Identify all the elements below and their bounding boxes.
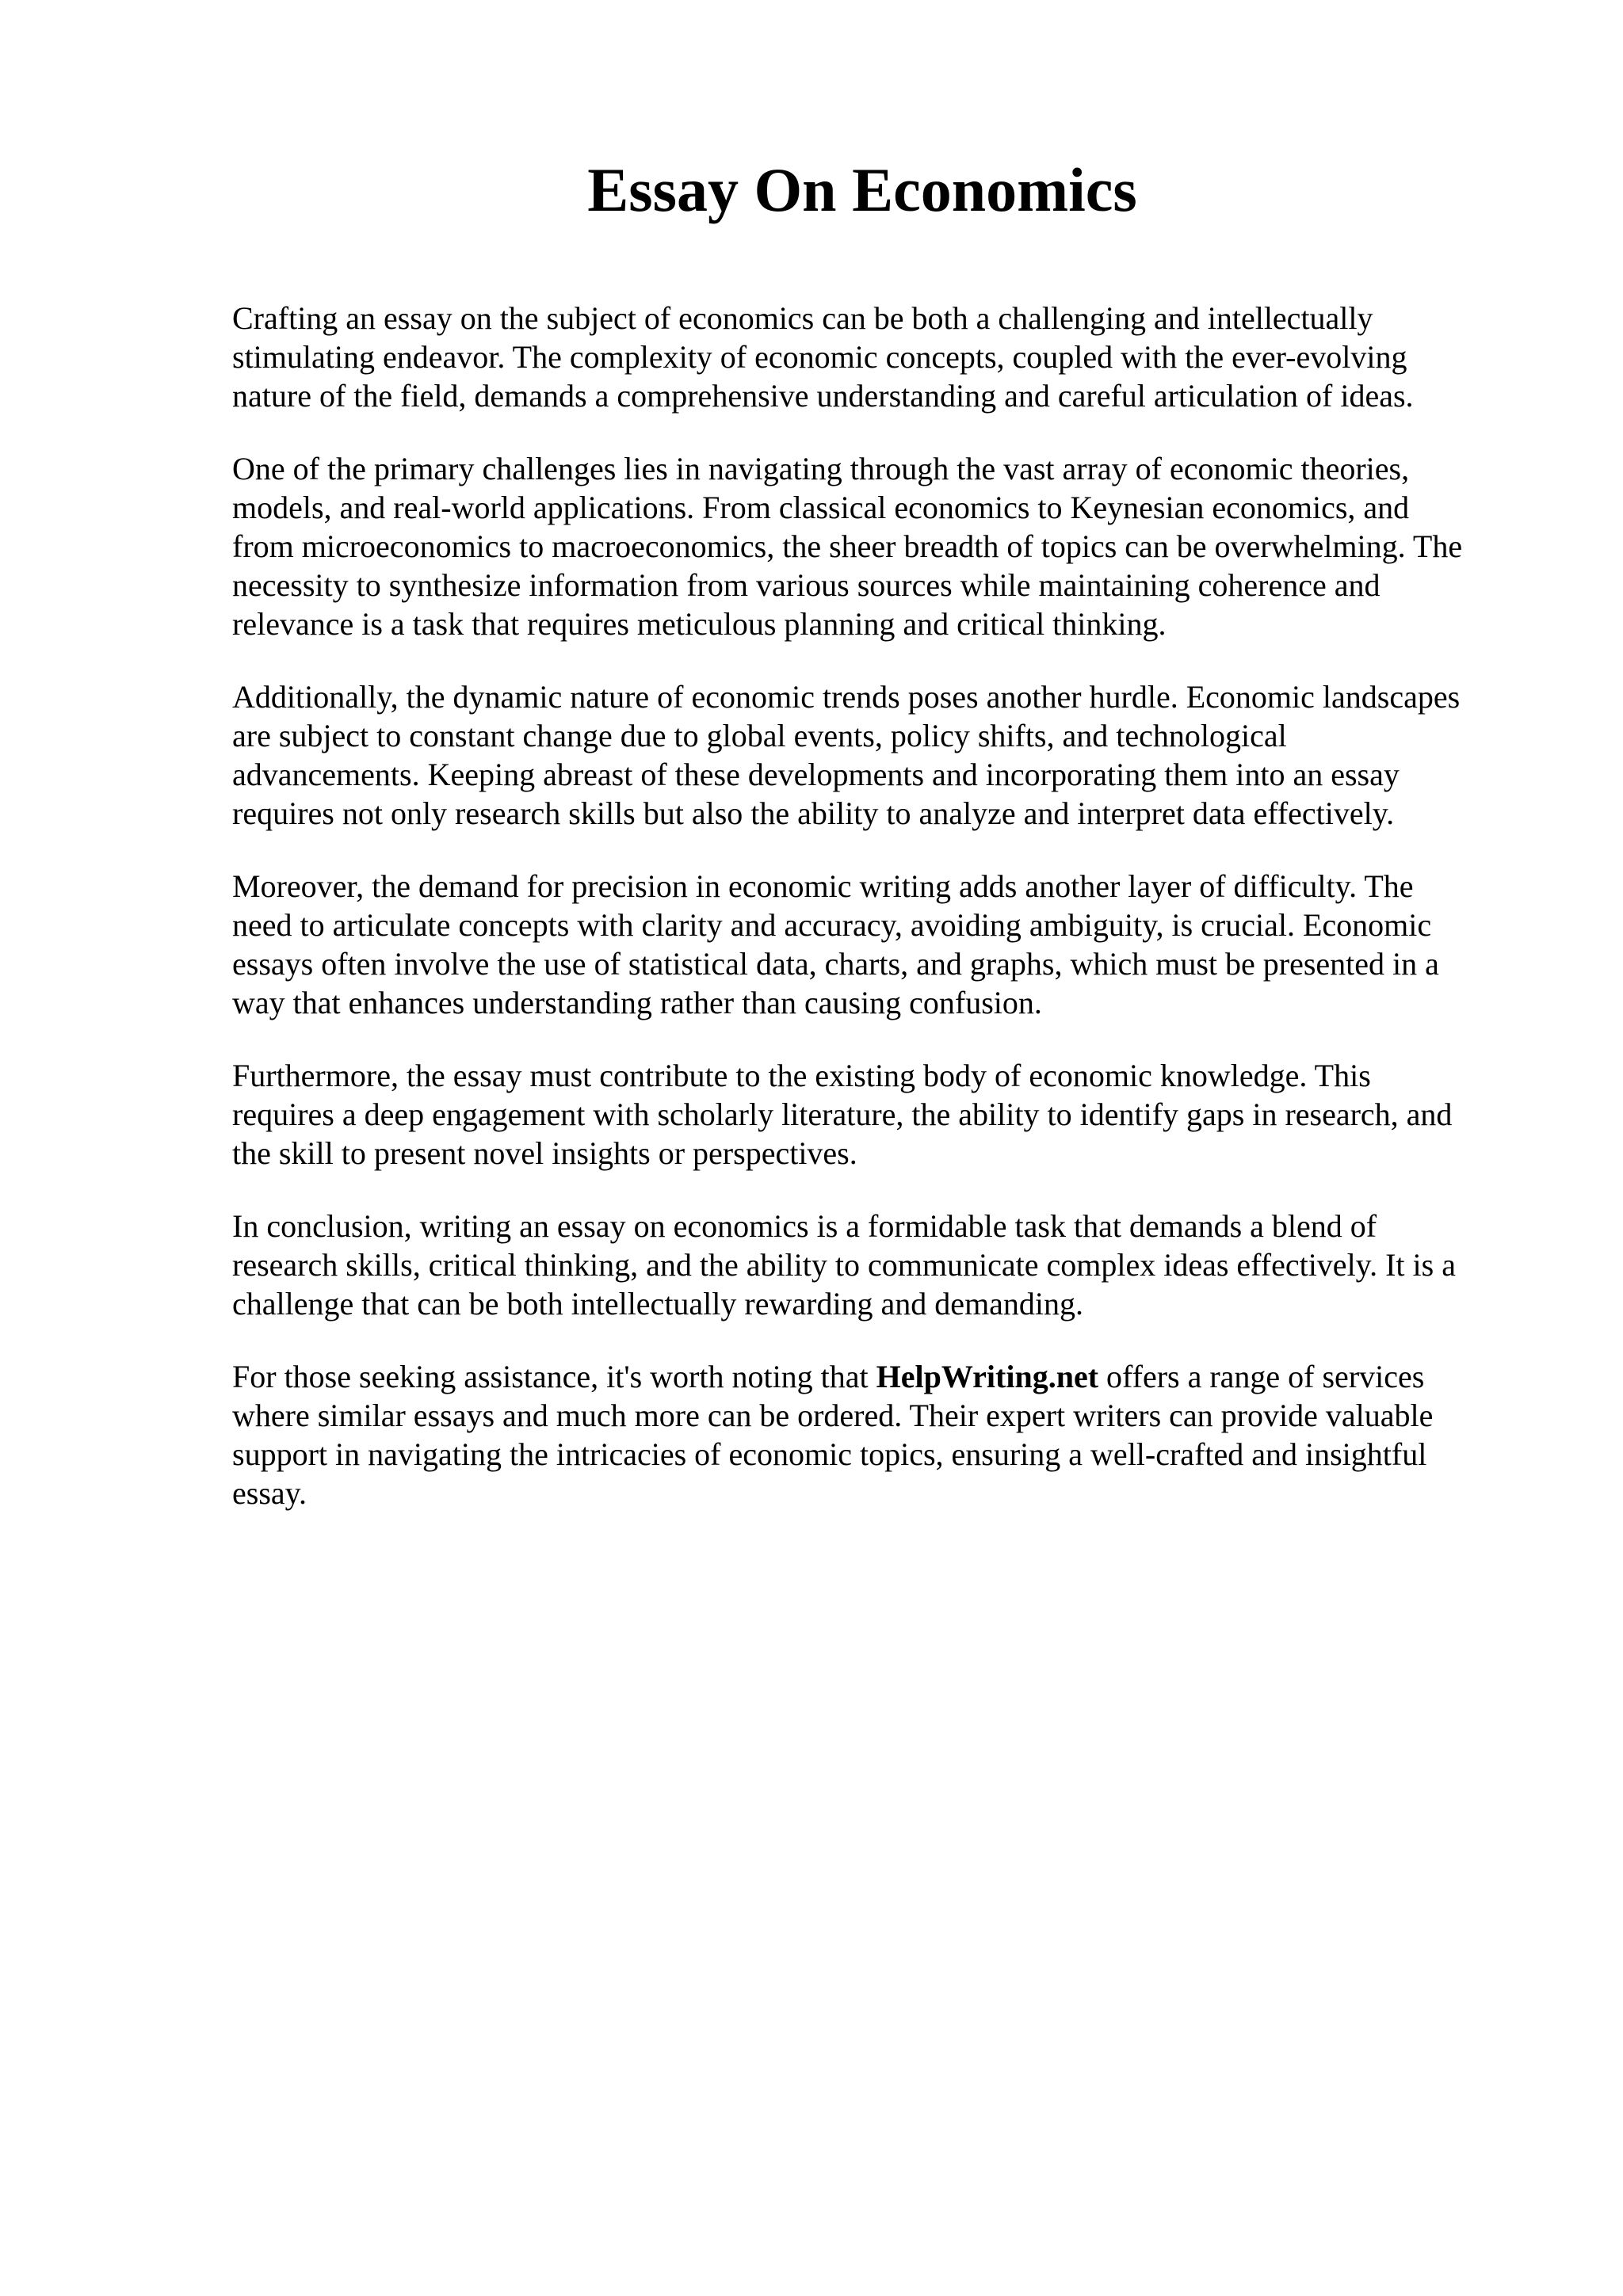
text-line bbox=[232, 1357, 1532, 1396]
text-line: nature of the field, demands a comprehensive understanding and careful articulation of ideas. bbox=[232, 378, 1414, 414]
text-line: In conclusion, writing an essay on economics is a formidable task that demands a blend of bbox=[232, 1208, 1377, 1244]
paragraph-intro bbox=[232, 299, 1532, 415]
text-line: research skills, critical thinking, and the ability to communicate complex ideas effectively. It is a bbox=[232, 1247, 1456, 1283]
text-line: essays often involve the use of statistical data, charts, and graphs, which must be presented in a bbox=[232, 946, 1439, 982]
text-line: advancements. Keeping abreast of these developments and incorporating them into an essay bbox=[232, 757, 1400, 792]
paragraph-precision bbox=[232, 867, 1532, 1022]
paragraph-closing bbox=[232, 1357, 1532, 1512]
text-line: way that enhances understanding rather than causing confusion. bbox=[232, 985, 1042, 1020]
essay-body bbox=[232, 299, 1532, 1547]
text-line: Furthermore, the essay must contribute to the existing body of economic knowledge. This bbox=[232, 1058, 1371, 1093]
paragraph-contribution bbox=[232, 1056, 1532, 1173]
text-line: where similar essays and much more can be ordered. Their expert writers can provide valuable bbox=[232, 1398, 1434, 1433]
text-line: relevance is a task that requires meticulous planning and critical thinking. bbox=[232, 606, 1167, 642]
closing-text-after: offers a range of services bbox=[1098, 1359, 1425, 1394]
text-line: requires a deep engagement with scholarly literature, the ability to identify gaps in research, and bbox=[232, 1097, 1453, 1132]
text-line: requires not only research skills but also the ability to analyze and interpret data effectively. bbox=[232, 795, 1395, 831]
text-line: Crafting an essay on the subject of economics can be both a challenging and intellectually bbox=[232, 300, 1373, 336]
text-line: essay. bbox=[232, 1475, 307, 1511]
text-line: the skill to present novel insights or perspectives. bbox=[232, 1135, 857, 1171]
text-line: One of the primary challenges lies in navigating through the vast array of economic theories, bbox=[232, 451, 1410, 486]
text-line: Additionally, the dynamic nature of economic trends poses another hurdle. Economic landscapes bbox=[232, 679, 1461, 715]
closing-text-before: For those seeking assistance, it's worth noting that bbox=[232, 1359, 876, 1394]
text-line: necessity to synthesize information from various sources while maintaining coherence and bbox=[232, 567, 1381, 603]
text-line: are subject to constant change due to global events, policy shifts, and technological bbox=[232, 718, 1287, 753]
text-line: need to articulate concepts with clarity and accuracy, avoiding ambiguity, is crucial. Economic bbox=[232, 907, 1432, 943]
text-line: support in navigating the intricacies of economic topics, ensuring a well-crafted and insightful bbox=[232, 1436, 1427, 1472]
brand-name: HelpWriting.net bbox=[876, 1359, 1099, 1394]
text-line: models, and real-world applications. From classical economics to Keynesian economics, and bbox=[232, 490, 1410, 525]
text-line: Moreover, the demand for precision in economic writing adds another layer of difficulty. The bbox=[232, 868, 1414, 904]
text-line: stimulating endeavor. The complexity of economic concepts, coupled with the ever-evolving bbox=[232, 339, 1407, 375]
text-line: from microeconomics to macroeconomics, the sheer breadth of topics can be overwhelming. The bbox=[232, 528, 1463, 564]
paragraph-challenges bbox=[232, 449, 1532, 643]
paragraph-conclusion bbox=[232, 1207, 1532, 1323]
text-line: challenge that can be both intellectually rewarding and demanding. bbox=[232, 1286, 1084, 1322]
page-title: Essay On Economics bbox=[587, 155, 1137, 224]
paragraph-dynamic-trends bbox=[232, 677, 1532, 833]
